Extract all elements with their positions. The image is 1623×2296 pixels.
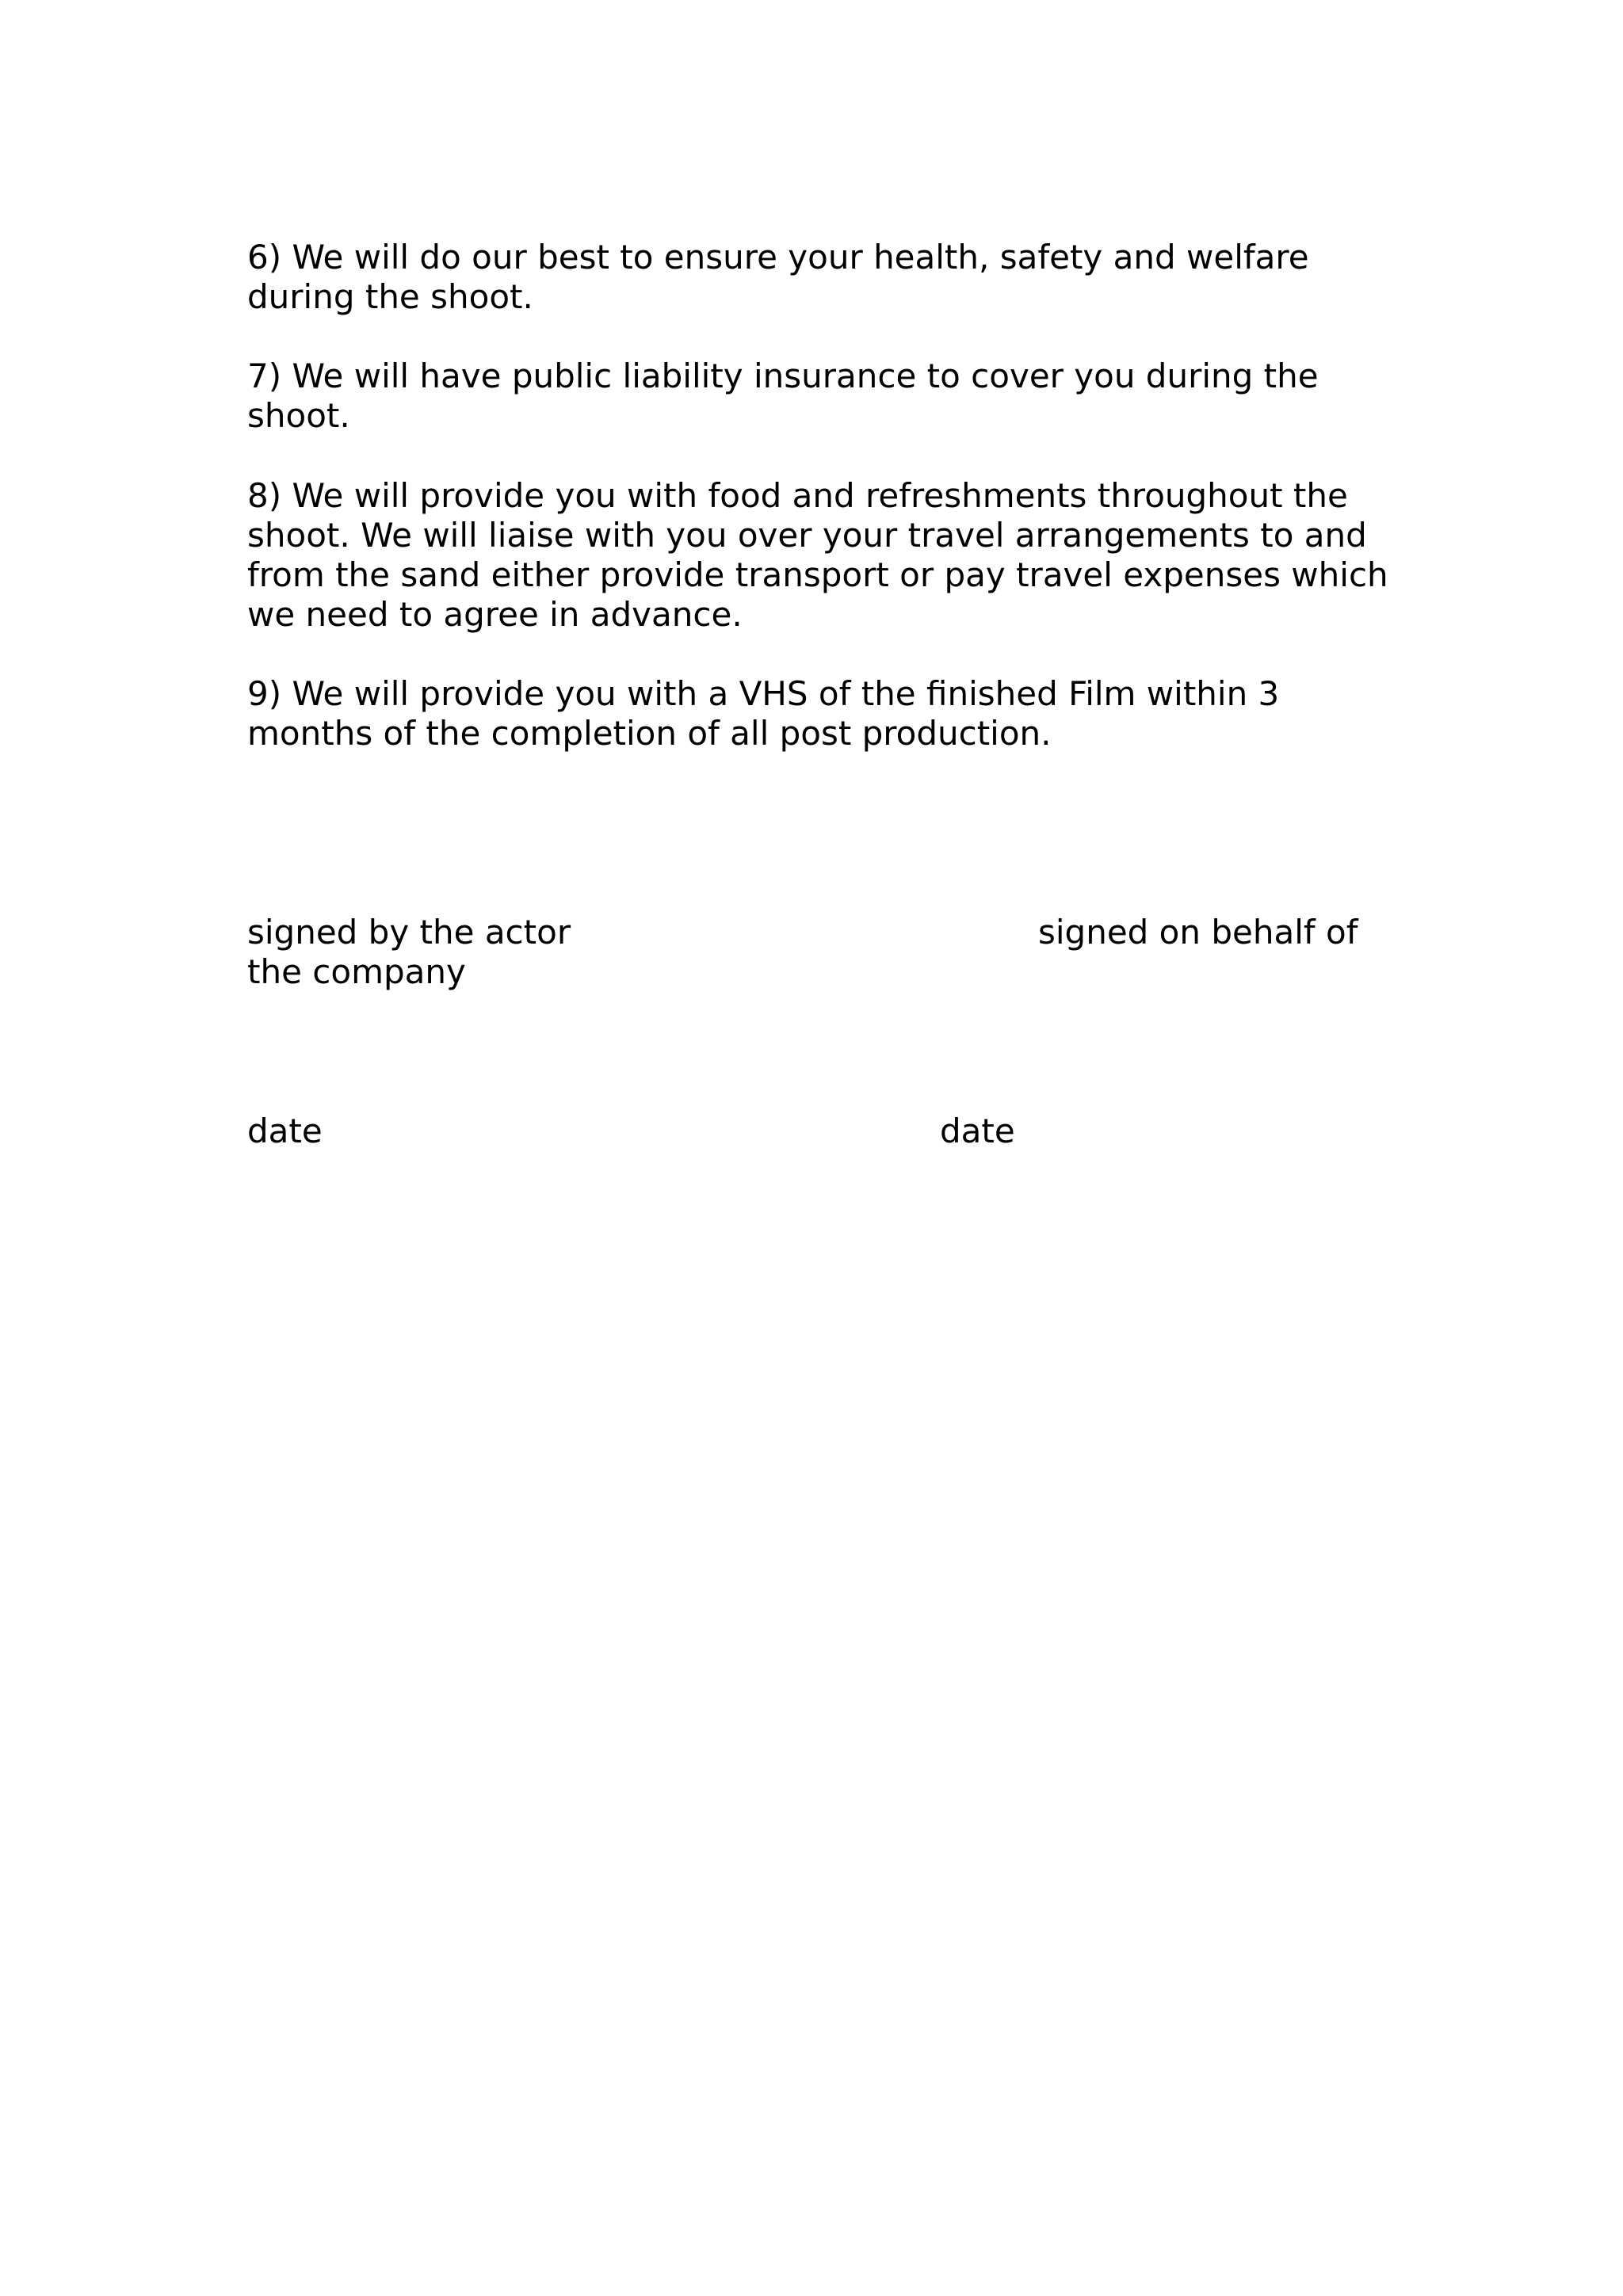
actor-signature-label: signed by the actor: [247, 913, 571, 952]
clause-8-line-3: from the sand either provide transport or pay travel expenses which: [247, 555, 1388, 594]
company-signature-label-line-1: signed on behalf of: [1038, 913, 1358, 952]
clause-9-line-1: 9) We will provide you with a VHS of the finished Film within 3: [247, 674, 1280, 713]
company-signature-label-line-2: the company: [247, 952, 466, 991]
clause-8-line-4: we need to agree in advance.: [247, 595, 743, 634]
clause-6-line-2: during the shoot.: [247, 277, 533, 316]
actor-date-label: date: [247, 1112, 323, 1150]
clause-7-line-1: 7) We will have public liability insurance to cover you during the: [247, 357, 1319, 395]
clause-9-line-2: months of the completion of all post production.: [247, 714, 1052, 753]
clause-7-line-2: shoot.: [247, 396, 350, 435]
company-date-label: date: [940, 1112, 1015, 1150]
clause-8-line-1: 8) We will provide you with food and refreshments throughout the: [247, 476, 1348, 515]
clause-6-line-1: 6) We will do our best to ensure your health, safety and welfare: [247, 238, 1309, 277]
clause-8-line-2: shoot. We will liaise with you over your travel arrangements to and: [247, 516, 1367, 555]
